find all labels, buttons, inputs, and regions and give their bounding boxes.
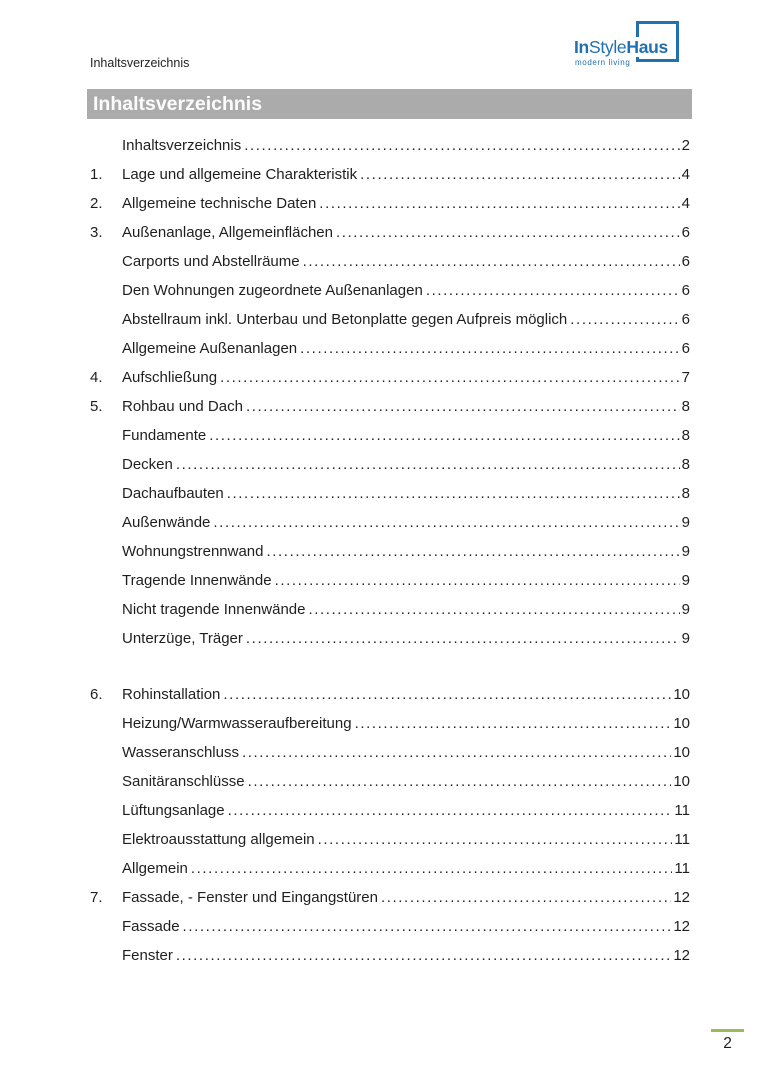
toc-entry-number: 7. — [90, 889, 103, 906]
toc-leader-dots — [191, 854, 673, 883]
toc-entry-page: 12 — [673, 889, 690, 906]
toc-leader-dots — [183, 912, 672, 941]
toc-entry[interactable] — [90, 508, 690, 537]
toc-entry-label: Abstellraum inkl. Unterbau und Betonplatte gegen Aufpreis möglich — [122, 311, 568, 328]
toc-entry-label: Unterzüge, Träger — [122, 630, 243, 647]
toc-entry[interactable] — [90, 363, 690, 392]
logo-word-in: In — [574, 37, 589, 57]
toc-entry-page: 9 — [681, 514, 690, 531]
toc-entry[interactable] — [90, 334, 690, 363]
toc-entry[interactable] — [90, 421, 690, 450]
toc-leader-dots — [244, 131, 679, 160]
toc-entry-page: 6 — [681, 282, 690, 299]
toc-entry[interactable] — [90, 912, 690, 941]
toc-entry[interactable] — [90, 624, 690, 653]
toc-entry-number: 3. — [90, 224, 103, 241]
toc-entry-number: 2. — [90, 195, 103, 212]
toc-entry[interactable] — [90, 450, 690, 479]
toc-leader-dots — [318, 825, 673, 854]
toc-leader-dots — [303, 247, 680, 276]
toc-leader-dots — [246, 624, 680, 653]
toc-entry-page: 6 — [681, 311, 690, 328]
toc-entry[interactable] — [90, 189, 690, 218]
toc-entry-page: 6 — [681, 253, 690, 270]
toc-entry-label: Lage und allgemeine Charakteristik — [122, 166, 358, 183]
toc-entry-label: Elektroausstattung allgemein — [122, 831, 315, 848]
toc-entry[interactable] — [90, 537, 690, 566]
toc-entry[interactable] — [90, 709, 690, 738]
toc-leader-dots — [426, 276, 680, 305]
toc-entry[interactable] — [90, 160, 690, 189]
toc-entry-page: 12 — [673, 947, 690, 964]
toc-leader-dots — [275, 566, 680, 595]
toc-entry-label: Fundamente — [122, 427, 207, 444]
toc-entry-label: Heizung/Warmwasseraufbereitung — [122, 715, 352, 732]
toc-leader-dots — [248, 767, 672, 796]
toc-entry-label: Aufschließung — [122, 369, 218, 386]
toc-entry-page: 4 — [681, 195, 690, 212]
toc-entry-page: 9 — [681, 630, 690, 647]
toc-entry[interactable] — [90, 566, 690, 595]
toc-leader-dots — [242, 738, 671, 767]
toc-entry-page: 11 — [674, 860, 690, 877]
toc-entry[interactable] — [90, 218, 690, 247]
instylehaus-logo — [574, 13, 694, 73]
toc-entry-page: 8 — [681, 427, 690, 444]
toc-entry-page: 2 — [681, 137, 690, 154]
toc-entry-label: Decken — [122, 456, 173, 473]
toc-entry-page: 10 — [673, 773, 690, 790]
toc-entry-number: 5. — [90, 398, 103, 415]
toc-leader-dots — [176, 450, 680, 479]
toc-leader-dots — [267, 537, 680, 566]
toc-entry-label: Fassade — [122, 918, 180, 935]
toc-entry[interactable] — [90, 767, 690, 796]
toc-entry[interactable] — [90, 131, 690, 160]
toc-entry-label: Allgemein — [122, 860, 188, 877]
toc-entry[interactable] — [90, 941, 690, 970]
toc-leader-dots — [246, 392, 680, 421]
toc-entry[interactable] — [90, 276, 690, 305]
toc-entry-label: Inhaltsverzeichnis — [122, 137, 242, 154]
toc-leader-dots — [223, 680, 671, 709]
toc-entry[interactable] — [90, 825, 690, 854]
table-of-contents — [90, 131, 690, 970]
toc-entry-page: 10 — [673, 715, 690, 732]
footer-page-number: 2 — [723, 1035, 732, 1052]
toc-leader-dots — [209, 421, 679, 450]
toc-leader-dots — [336, 218, 680, 247]
toc-entry[interactable] — [90, 680, 690, 709]
toc-entry-label: Den Wohnungen zugeordnete Außenanlagen — [122, 282, 423, 299]
toc-entry-page: 6 — [681, 340, 690, 357]
toc-leader-dots — [381, 883, 671, 912]
toc-entry-label: Lüftungsanlage — [122, 802, 225, 819]
toc-leader-dots — [213, 508, 679, 537]
running-header-title: Inhaltsverzeichnis — [90, 56, 190, 70]
toc-entry[interactable] — [90, 883, 690, 912]
toc-leader-dots — [570, 305, 679, 334]
toc-entry-label: Wasseranschluss — [122, 744, 239, 761]
toc-leader-dots — [220, 363, 680, 392]
logo-word-style: Style — [588, 37, 627, 57]
toc-entry-label: Dachaufbauten — [122, 485, 224, 502]
toc-entry[interactable] — [90, 796, 690, 825]
toc-leader-dots — [227, 479, 680, 508]
toc-entry-page: 9 — [681, 543, 690, 560]
logo-wordmark — [574, 37, 670, 57]
toc-leader-dots — [308, 595, 679, 624]
toc-entry-page: 11 — [674, 802, 690, 819]
toc-entry-label: Allgemeine technische Daten — [122, 195, 317, 212]
toc-entry-label: Rohbau und Dach — [122, 398, 243, 415]
toc-entry-page: 8 — [681, 398, 690, 415]
toc-entry-label: Außenanlage, Allgemeinflächen — [122, 224, 333, 241]
toc-entry-label: Carports und Abstellräume — [122, 253, 300, 270]
toc-entry-label: Wohnungstrennwand — [122, 543, 264, 560]
toc-entry[interactable] — [90, 305, 690, 334]
toc-entry-number: 4. — [90, 369, 103, 386]
toc-entry-label: Tragende Innenwände — [122, 572, 272, 589]
toc-entry[interactable] — [90, 854, 690, 883]
toc-entry[interactable] — [90, 392, 690, 421]
toc-entry-number: 1. — [90, 166, 103, 183]
toc-entry-page: 7 — [681, 369, 690, 386]
toc-entry-label: Fenster — [122, 947, 173, 964]
toc-entry[interactable] — [90, 247, 690, 276]
toc-entry-page: 9 — [681, 601, 690, 618]
toc-leader-dots — [360, 160, 680, 189]
toc-leader-dots — [300, 334, 680, 363]
toc-entry-page: 8 — [681, 456, 690, 473]
logo-tagline: modern living — [575, 58, 634, 67]
toc-entry-page: 10 — [673, 744, 690, 761]
logo-word-haus: Haus — [626, 37, 668, 57]
toc-entry[interactable] — [90, 595, 690, 624]
toc-entry-page: 11 — [674, 831, 690, 848]
footer-accent-line — [711, 1029, 744, 1032]
toc-entry-label: Außenwände — [122, 514, 211, 531]
toc-entry[interactable] — [90, 738, 690, 767]
toc-leader-dots — [228, 796, 673, 825]
toc-leader-dots — [319, 189, 679, 218]
toc-entry[interactable] — [90, 479, 690, 508]
toc-leader-dots — [176, 941, 671, 970]
section-title-bar: Inhaltsverzeichnis — [87, 89, 692, 119]
toc-entry-page: 4 — [681, 166, 690, 183]
toc-entry-label: Fassade, - Fenster und Eingangstüren — [122, 889, 378, 906]
toc-entry-label: Allgemeine Außenanlagen — [122, 340, 298, 357]
toc-entry-page: 10 — [673, 686, 690, 703]
toc-entry-page: 6 — [681, 224, 690, 241]
toc-entry-page: 8 — [681, 485, 690, 502]
toc-leader-dots — [355, 709, 672, 738]
toc-entry-page: 9 — [681, 572, 690, 589]
toc-entry-label: Rohinstallation — [122, 686, 221, 703]
toc-entry-label: Nicht tragende Innenwände — [122, 601, 306, 618]
toc-entry-page: 12 — [673, 918, 690, 935]
toc-entry-number: 6. — [90, 686, 103, 703]
toc-entry-label: Sanitäranschlüsse — [122, 773, 245, 790]
